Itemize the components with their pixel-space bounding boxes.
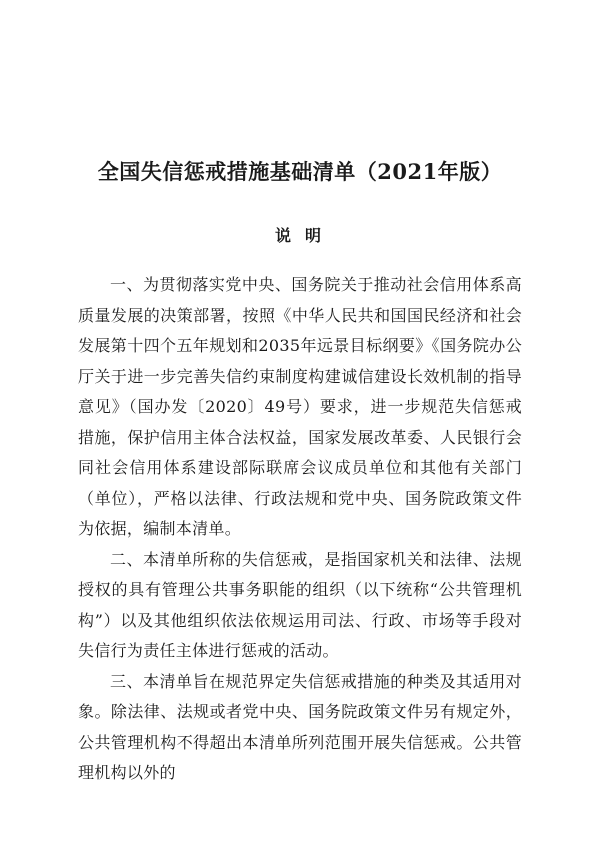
section-heading: 说明 — [274, 226, 335, 245]
paragraph-3: 三、本清单旨在规范界定失信惩戒措施的种类及其适用对象。除法律、法规或者党中央、国务院政策文件另有规定外，公共管理机构不得超出本清单所列范围开展失信惩戒。公共管理机构以外的 — [78, 671, 522, 782]
document-title: 全国失信惩戒措施基础清单（2021年版） — [97, 159, 503, 184]
document-body — [78, 270, 522, 789]
paragraph-1: 一、为贯彻落实党中央、国务院关于推动社会信用体系高质量发展的决策部署，按照《中华人民共和国国民经济和社会发展第十四个五年规划和2035年远景目标纲要》《国务院办公厅关于进一步完善失信约束制度构建诚信建设长效机制的指导意见》（国办发〔2020〕49号）要求，进一步规范失信惩戒措施，保护信用主体合法权益，国家发展改革委、人民银行会同社会信用体系建设部际联席会议成员单位和其他有关部门（单位），严格以法律、行政法规和党中央、国务院政策文件为依据，编制本清单。 — [78, 275, 522, 538]
paragraph-2: 二、本清单所称的失信惩戒，是指国家机关和法律、法规授权的具有管理公共事务职能的组织（以下统称“公共管理机构”）以及其他组织依法依规运用司法、行政、市场等手段对失信行为责任主体进行惩戒的活动。 — [78, 549, 522, 660]
